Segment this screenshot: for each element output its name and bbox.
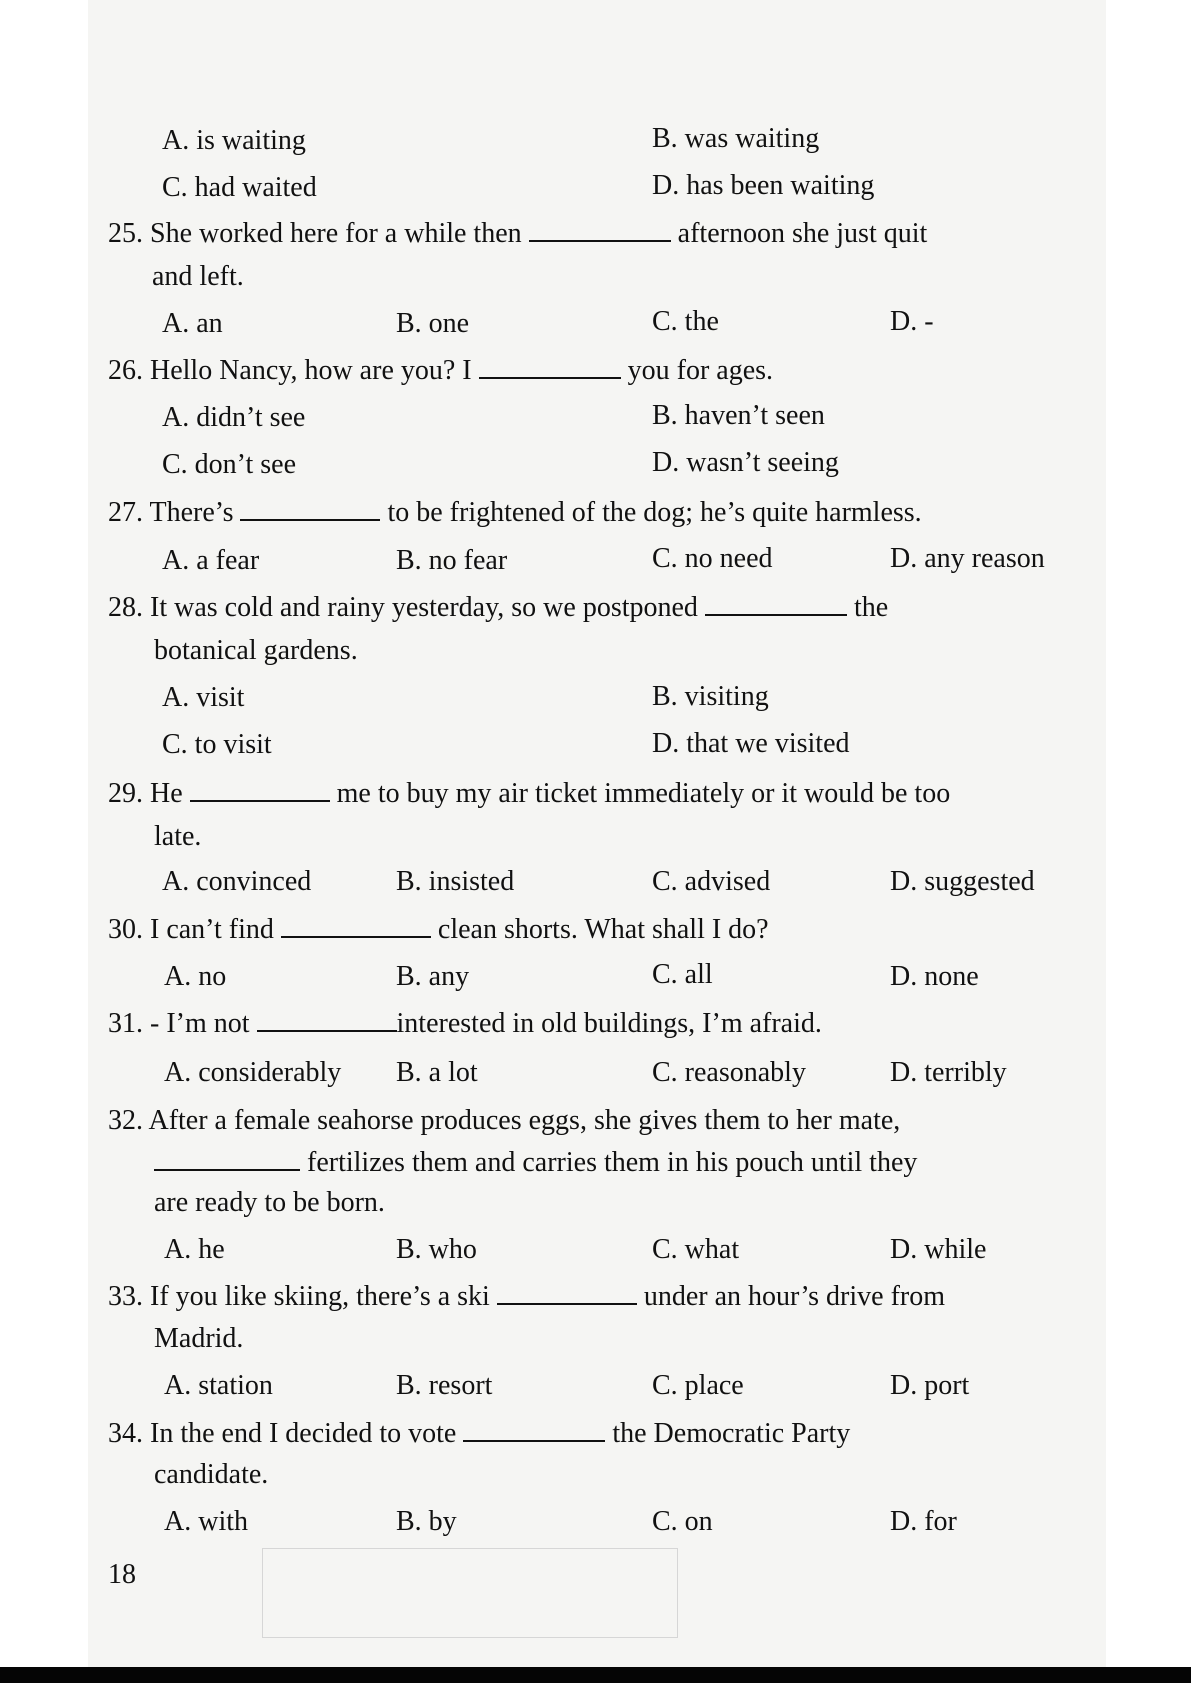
q29-option-a: A. convinced bbox=[162, 866, 312, 897]
q28-option-a: A. visit bbox=[162, 682, 245, 713]
question-text: the Democratic Party bbox=[612, 1418, 851, 1449]
question-33 bbox=[108, 1280, 945, 1314]
question-text: After a female seahorse produces eggs, she gives them to her mate, bbox=[148, 1105, 901, 1136]
q34-option-b: B. by bbox=[396, 1506, 457, 1537]
question-33-continuation: Madrid. bbox=[154, 1323, 244, 1354]
question-32-continuation bbox=[154, 1146, 917, 1180]
q27-option-b: B. no fear bbox=[396, 545, 508, 576]
q29-option-d: D. suggested bbox=[890, 866, 1035, 897]
q27-option-a: A. a fear bbox=[162, 545, 260, 576]
q30-option-d: D. none bbox=[890, 961, 979, 992]
question-text: the bbox=[853, 592, 889, 623]
q32-option-c: C. what bbox=[652, 1234, 740, 1265]
question-text: afternoon she just quit bbox=[677, 218, 928, 249]
q32-option-d: D. while bbox=[890, 1234, 987, 1265]
question-31 bbox=[108, 1007, 822, 1041]
question-text: If you like skiing, there’s a ski bbox=[150, 1281, 490, 1312]
question-32 bbox=[108, 1104, 900, 1138]
answer-blank bbox=[529, 218, 671, 242]
question-text: under an hour’s drive from bbox=[643, 1281, 946, 1312]
q33-option-b: B. resort bbox=[396, 1370, 493, 1401]
question-text: me to buy my air ticket immediately or it would be too bbox=[336, 778, 951, 809]
question-text: There’s bbox=[149, 497, 234, 528]
answer-blank bbox=[190, 778, 330, 802]
question-27 bbox=[108, 496, 922, 530]
q26-option-d: D. wasn’t seeing bbox=[652, 447, 839, 478]
answer-blank bbox=[705, 592, 847, 616]
question-number: 31. bbox=[108, 1008, 143, 1039]
q26-option-b: B. haven’t seen bbox=[652, 400, 825, 431]
answer-blank bbox=[497, 1281, 637, 1305]
q31-option-c: C. reasonably bbox=[652, 1057, 806, 1088]
question-29 bbox=[108, 777, 950, 811]
question-text: clean shorts. What shall I do? bbox=[437, 914, 769, 945]
q32-option-b: B. who bbox=[396, 1234, 477, 1265]
question-number: 32. bbox=[108, 1105, 143, 1136]
q30-option-b: B. any bbox=[396, 961, 470, 992]
answer-blank bbox=[463, 1418, 605, 1442]
answer-blank bbox=[281, 914, 431, 938]
q30-option-c: C. all bbox=[652, 959, 713, 990]
question-number: 33. bbox=[108, 1281, 143, 1312]
q31-option-a: A. considerably bbox=[164, 1057, 342, 1088]
library-stamp-outline bbox=[262, 1548, 678, 1638]
q28-option-b: B. visiting bbox=[652, 681, 769, 712]
question-number: 28. bbox=[108, 592, 143, 623]
question-text: you for ages. bbox=[627, 355, 774, 386]
q27-option-d: D. any reason bbox=[890, 543, 1045, 574]
q31-option-b: B. a lot bbox=[396, 1057, 478, 1088]
q24-option-b: B. was waiting bbox=[652, 123, 820, 154]
answer-blank bbox=[257, 1008, 397, 1032]
q25-option-b: B. one bbox=[396, 308, 470, 339]
q33-option-a: A. station bbox=[164, 1370, 273, 1401]
q28-option-d: D. that we visited bbox=[652, 728, 850, 759]
question-text: In the end I decided to vote bbox=[150, 1418, 457, 1449]
q24-option-a: A. is waiting bbox=[162, 125, 306, 156]
question-29-continuation: late. bbox=[154, 821, 202, 852]
question-34 bbox=[108, 1417, 850, 1451]
q29-option-b: B. insisted bbox=[396, 866, 515, 897]
q28-option-c: C. to visit bbox=[162, 729, 272, 760]
q24-option-c: C. had waited bbox=[162, 172, 317, 203]
question-number: 34. bbox=[108, 1418, 143, 1449]
question-30 bbox=[108, 913, 769, 947]
question-number: 27. bbox=[108, 497, 143, 528]
question-text: fertilizes them and carries them in his pouch until they bbox=[307, 1147, 918, 1178]
question-text: interested in old buildings, I’m afraid. bbox=[396, 1008, 822, 1039]
question-25-continuation: and left. bbox=[152, 261, 244, 292]
question-text: - I’m not bbox=[150, 1008, 250, 1039]
question-number: 25. bbox=[108, 218, 143, 249]
q32-option-a: A. he bbox=[164, 1234, 225, 1265]
page-number: 18 bbox=[108, 1559, 136, 1590]
question-text: It was cold and rainy yesterday, so we postponed bbox=[150, 592, 698, 623]
question-32-continuation: are ready to be born. bbox=[154, 1187, 385, 1218]
answer-blank bbox=[154, 1147, 300, 1171]
q27-option-c: C. no need bbox=[652, 543, 773, 574]
q29-option-c: C. advised bbox=[652, 866, 771, 897]
question-text: to be frightened of the dog; he’s quite harmless. bbox=[387, 497, 922, 528]
q25-option-c: C. the bbox=[652, 306, 719, 337]
question-text: I can’t find bbox=[150, 914, 274, 945]
answer-blank bbox=[479, 355, 621, 379]
question-text: She worked here for a while then bbox=[150, 218, 522, 249]
q26-option-a: A. didn’t see bbox=[162, 402, 306, 433]
question-text: He bbox=[150, 778, 183, 809]
q31-option-d: D. terribly bbox=[890, 1057, 1007, 1088]
question-number: 26. bbox=[108, 355, 143, 386]
question-34-continuation: candidate. bbox=[154, 1459, 269, 1490]
question-28 bbox=[108, 591, 888, 625]
q25-option-d: D. - bbox=[890, 306, 934, 337]
question-number: 29. bbox=[108, 778, 143, 809]
q24-option-d: D. has been waiting bbox=[652, 170, 875, 201]
question-text: Hello Nancy, how are you? I bbox=[150, 355, 472, 386]
q34-option-d: D. for bbox=[890, 1506, 957, 1537]
question-28-continuation: botanical gardens. bbox=[154, 635, 358, 666]
q26-option-c: C. don’t see bbox=[162, 449, 297, 480]
q34-option-a: A. with bbox=[164, 1506, 248, 1537]
q25-option-a: A. an bbox=[162, 308, 223, 339]
question-25 bbox=[108, 217, 927, 251]
q34-option-c: C. on bbox=[652, 1506, 713, 1537]
q33-option-c: C. place bbox=[652, 1370, 744, 1401]
q30-option-a: A. no bbox=[164, 961, 227, 992]
q33-option-d: D. port bbox=[890, 1370, 970, 1401]
question-26 bbox=[108, 354, 773, 388]
scan-border bbox=[0, 1667, 1191, 1683]
answer-blank bbox=[240, 497, 380, 521]
question-number: 30. bbox=[108, 914, 143, 945]
